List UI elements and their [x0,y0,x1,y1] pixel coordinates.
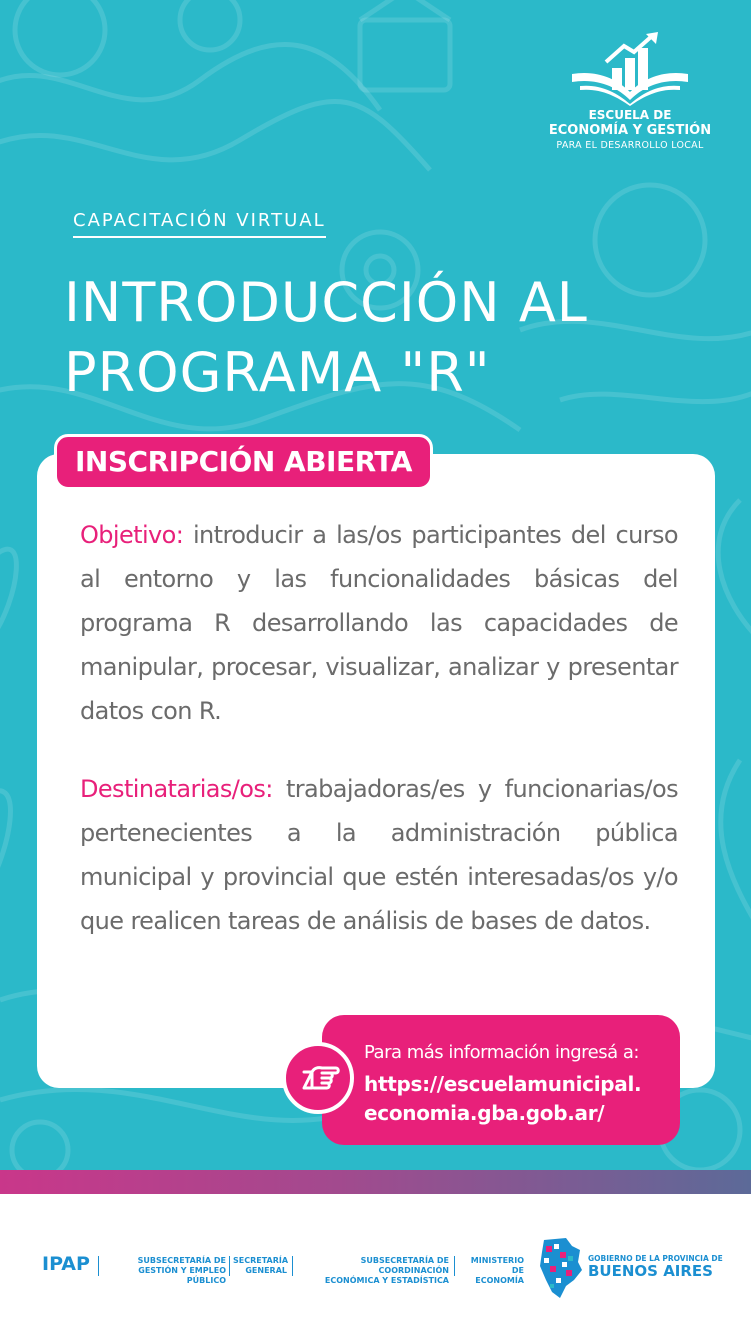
logo-line-2: ECONOMÍA Y GESTIÓN [548,123,712,138]
objective-label: Objetivo: [80,521,184,549]
more-info-box[interactable] [322,1015,680,1145]
school-logo [530,32,730,164]
book-growth-icon [568,32,692,106]
objective-text: introducir a las/os participantes del curso al entorno y las funcionalidades básicas del programa R desarrollando las capacidades de manipular, procesar, visualizar, analizar y presentar datos con R. [80,521,679,725]
org-secretaria-general [233,1256,287,1276]
org-ministerio-economia [458,1256,524,1286]
course-title-line-1: INTRODUCCIÓN AL [64,271,588,334]
color-divider-stripe [0,1170,751,1194]
org-ministerio-economia-text: MINISTERIO DE ECONOMÍA [470,1256,524,1285]
audience-paragraph [80,767,678,943]
logo-line-3: PARA EL DESARROLLO LOCAL [556,140,704,151]
registration-open-badge: INSCRIPCIÓN ABIERTA [54,434,433,490]
course-title-line-2: PROGRAMA "R" [64,341,491,404]
more-info-url-line-2[interactable]: economia.gba.gob.ar/ [364,1101,605,1125]
org-subsecretaria-coordinacion [297,1256,449,1286]
province-government-logo [588,1254,723,1280]
logo-line-1: ESCUELA DE [588,108,672,122]
footer-separator [292,1256,293,1276]
footer-separator [229,1256,230,1276]
objective-paragraph [80,513,678,733]
province-map-icon [536,1236,584,1300]
org-subsecretaria-gestion-text: SUBSECRETARÍA DE GESTIÓN Y EMPLEO PÚBLICO [137,1256,226,1285]
gov-line-2: BUENOS AIRES [588,1262,713,1280]
footer-separator [454,1256,455,1276]
course-title [64,268,724,408]
course-type-label: CAPACITACIÓN VIRTUAL [73,210,326,238]
org-subsecretaria-gestion [104,1256,226,1286]
ipap-logo-text: IPAP [42,1253,90,1275]
pointing-hand-icon [282,1042,354,1114]
org-subsecretaria-coordinacion-text: SUBSECRETARÍA DE COORDINACIÓN ECONÓMICA Y ESTADÍSTICA [324,1256,449,1285]
more-info-prompt: Para más información ingresá a: [364,1042,639,1063]
audience-text: trabajadoras/es y funcionarias/os pertenecientes a la administración pública municipal y provincial que estén interesadas/os y/o que realicen tareas de análisis de bases de datos. [80,775,678,935]
audience-label: Destinatarias/os: [80,775,273,803]
more-info-url-line-1[interactable]: https://escuelamunicipal. [364,1072,642,1096]
org-secretaria-general-text: SECRETARÍA GENERAL [233,1256,289,1275]
gov-line-1: GOBIERNO DE LA PROVINCIA DE [588,1254,723,1263]
footer-separator [98,1256,99,1276]
